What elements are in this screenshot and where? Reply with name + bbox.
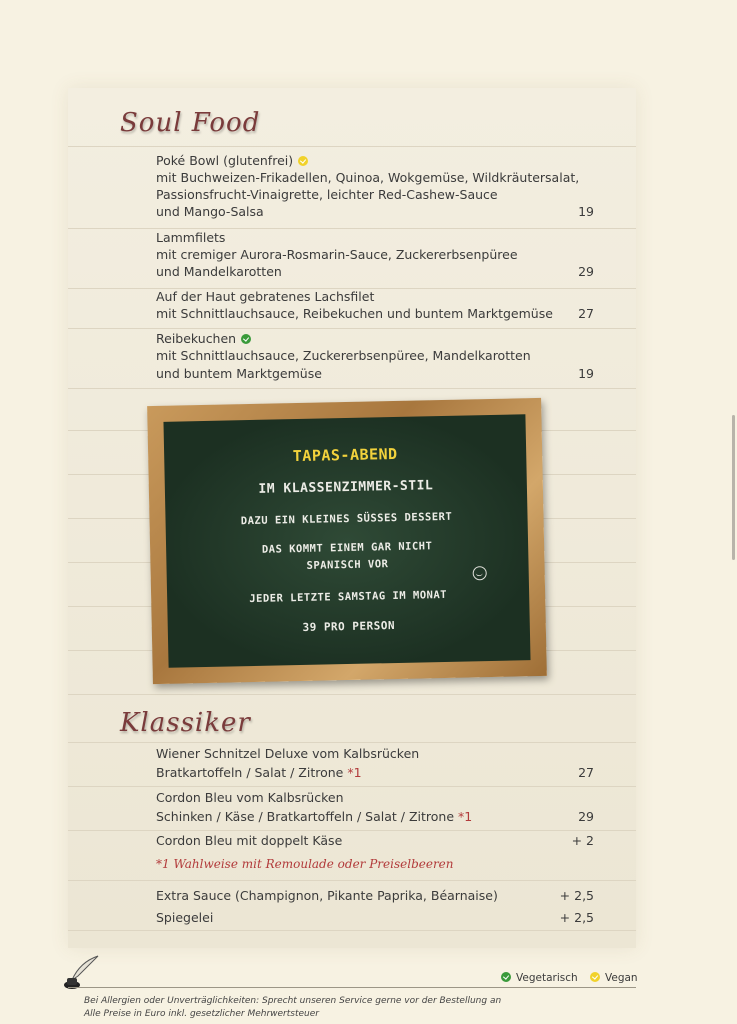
divider: [68, 694, 636, 695]
chalkboard: [163, 414, 530, 668]
dish-name: Auf der Haut gebratenes Lachsfilet: [156, 289, 375, 304]
scrollbar-thumb[interactable]: [732, 415, 735, 560]
legend-vegan: Vegan: [590, 972, 638, 984]
dish-price: 29: [578, 264, 594, 279]
divider: [68, 328, 636, 329]
extra-price: + 2,5: [559, 910, 594, 925]
extra-price: + 2,5: [559, 888, 594, 903]
divider: [68, 228, 636, 229]
chalkboard-line: IM KLASSENZIMMER-STIL: [258, 478, 434, 497]
dish-description: Passionsfrucht-Vinaigrette, leichter Red-Cashew-Sauce: [156, 187, 498, 202]
vegan-icon: [298, 156, 308, 166]
dish-price: 27: [578, 765, 594, 780]
dish-name: Reibekuchen: [156, 330, 251, 348]
dish-description: Bratkartoffeln / Salat / Zitrone *1: [156, 765, 362, 780]
chalkboard-title: TAPAS-ABEND: [292, 444, 398, 466]
dish-price: 27: [578, 306, 594, 321]
vegetarian-icon: [501, 972, 511, 982]
dish-description: und Mango-Salsa: [156, 204, 264, 219]
vegetarian-icon: [241, 334, 251, 344]
divider: [68, 930, 636, 931]
chalkboard-price: 39 PRO PERSON: [302, 619, 396, 634]
divider: [68, 786, 636, 787]
dish-price: 19: [578, 204, 594, 219]
section-title-klassiker: Klassiker: [120, 708, 251, 738]
dish-name: Wiener Schnitzel Deluxe vom Kalbsrücken: [156, 746, 420, 761]
divider: [68, 146, 636, 147]
chalkboard-line: DAS KOMMT EINEM GAR NICHT: [261, 540, 433, 556]
smiley-icon: [473, 566, 487, 580]
dish-price: + 2: [571, 833, 594, 848]
section-title-soul-food: Soul Food: [120, 108, 261, 138]
price-note: Alle Preise in Euro inkl. gesetzlicher Mehrwertsteuer: [84, 1009, 319, 1019]
dish-price: 19: [578, 366, 594, 381]
allergy-note: Bei Allergien oder Unverträglichkeiten: Sprecht unseren Service gerne vor der Bestellung an: [84, 996, 502, 1006]
chalkboard-line: JEDER LETZTE SAMSTAG IM MONAT: [249, 588, 448, 606]
dish-name: Lammfilets: [156, 230, 226, 245]
dish-description: Schinken / Käse / Bratkartoffeln / Salat / Zitrone *1: [156, 809, 473, 824]
dish-name: Cordon Bleu mit doppelt Käse: [156, 833, 343, 848]
divider: [68, 880, 636, 881]
legend-vegetarisch: Vegetarisch: [501, 972, 578, 984]
extra-item: Spiegelei: [156, 910, 214, 925]
dish-name: Cordon Bleu vom Kalbsrücken: [156, 790, 344, 805]
footer-divider: [68, 987, 636, 988]
divider: [68, 830, 636, 831]
dish-description: mit Schnittlauchsauce, Reibekuchen und buntem Marktgemüse: [156, 306, 553, 321]
footnote-marker: *1: [458, 809, 473, 824]
dish-description: mit Buchweizen-Frikadellen, Quinoa, Wokgemüse, Wildkräutersalat,: [156, 170, 580, 185]
footnote-marker: *1: [347, 765, 362, 780]
dish-description: mit cremiger Aurora-Rosmarin-Sauce, Zuckererbsenpüree: [156, 247, 518, 262]
dish-name: Poké Bowl (glutenfrei): [156, 152, 308, 170]
dish-price: 29: [578, 809, 594, 824]
extra-item: Extra Sauce (Champignon, Pikante Paprika, Béarnaise): [156, 888, 498, 903]
vegan-icon: [590, 972, 600, 982]
divider: [68, 742, 636, 743]
divider: [68, 388, 636, 389]
dish-description: und buntem Marktgemüse: [156, 366, 322, 381]
inkwell-quill-icon: [58, 952, 102, 990]
dish-description: und Mandelkarotten: [156, 264, 282, 279]
dish-description: mit Schnittlauchsauce, Zuckererbsenpüree, Mandelkarotten: [156, 348, 531, 363]
footnote: *1 Wahlweise mit Remoulade oder Preiselbeeren: [156, 857, 454, 871]
chalkboard-line: DAZU EIN KLEINES SÜSSES DESSERT: [240, 510, 453, 528]
chalkboard-line: SPANISCH VOR: [306, 558, 389, 572]
chalkboard-frame: [147, 398, 547, 684]
